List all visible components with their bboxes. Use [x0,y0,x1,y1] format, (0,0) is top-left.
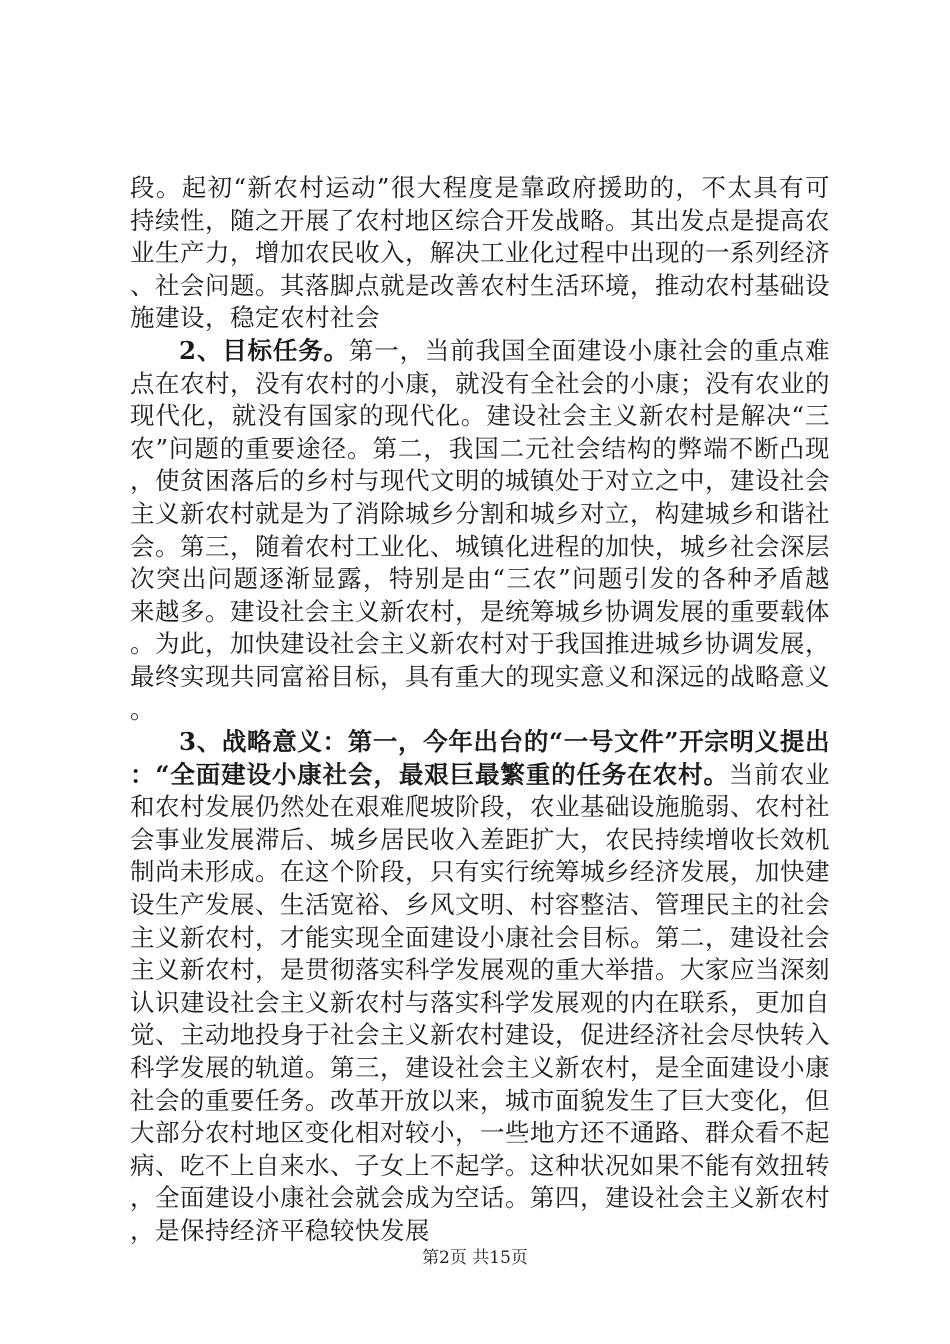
page-number-footer: 第2页 共15页 [422,1248,528,1268]
paragraph-3-heading: 3、战略意义：第一，今年出台的“一号文件”开宗明义提出：“全面建设小康社会，最艰巨最繁重的任务在农村。 [130,727,830,789]
paragraph-2-text: 第一，当前我国全面建设小康社会的重点难点在农村，没有农村的小康，就没有全社会的小康；没有农业的现代化，就没有国家的现代化。建设社会主义新农村是解决“三农”问题的重要途径。第二，我国二元社会结构的弊端不断凸现，使贫困落后的乡村与现代文明的城镇处于对立之中，建设社会主义新农村就是为了消除城乡分割和城乡对立，构建城乡和谐社会。第三，随着农村工业化、城镇化进程的加快，城乡社会深层次突出问题逐渐显露，特别是由“三农”问题引发的各种矛盾越来越多。建设社会主义新农村，是统筹城乡协调发展的重要载体。为此，加快建设社会主义新农村对于我国推进城乡协调发展，最终实现共同富裕目标，具有重大的现实意义和深远的战略意义。 [130,335,831,724]
paragraph-3-text: 当前农业和农村发展仍然处在艰难爬坡阶段，农业基础设施脆弱、农村社会事业发展滞后、城乡居民收入差距扩大，农民持续增收长效机制尚未形成。在这个阶段，只有实行统筹城乡经济发展，加快建设生产发展、生活宽裕、乡风文明、村容整洁、管理民主的社会主义新农村，才能实现全面建设小康社会目标。第二，建设社会主义新农村，是贯彻落实科学发展观的重大举措。大家应当深刻认识建设社会主义新农村与落实科学发展观的内在联系，更加自觉、主动地投身于社会主义新农村建设，促进经济社会尽快转入科学发展的轨道。第三，建设社会主义新农村，是全面建设小康社会的重要任务。改革开放以来，城市面貌发生了巨大变化，但大部分农村地区变化相对较小，一些地方还不通路、群众看不起病、吃不上自来水、子女上不起学。这种状况如果不能有效扭转，全面建设小康社会就会成为空话。第四，建设社会主义新农村，是保持经济平稳较快发展 [130,759,830,1245]
paragraph-1 [130,172,830,335]
paragraph-2-heading: 2、目标任务。 [179,335,349,365]
paragraph-1-text: 段。起初“新农村运动”很大程度是靠政府援助的，不太具有可持续性，随之开展了农村地区综合开发战略。其出发点是提高农业生产力，增加农民收入，解决工业化过程中出现的一系列经济、社会问题。其落脚点就是改善农村生活环境，推动农村基础设施建设，稳定农村社会 [130,173,830,333]
document-body [130,172,830,1248]
paragraph-2 [130,335,830,726]
paragraph-3 [130,726,830,1248]
